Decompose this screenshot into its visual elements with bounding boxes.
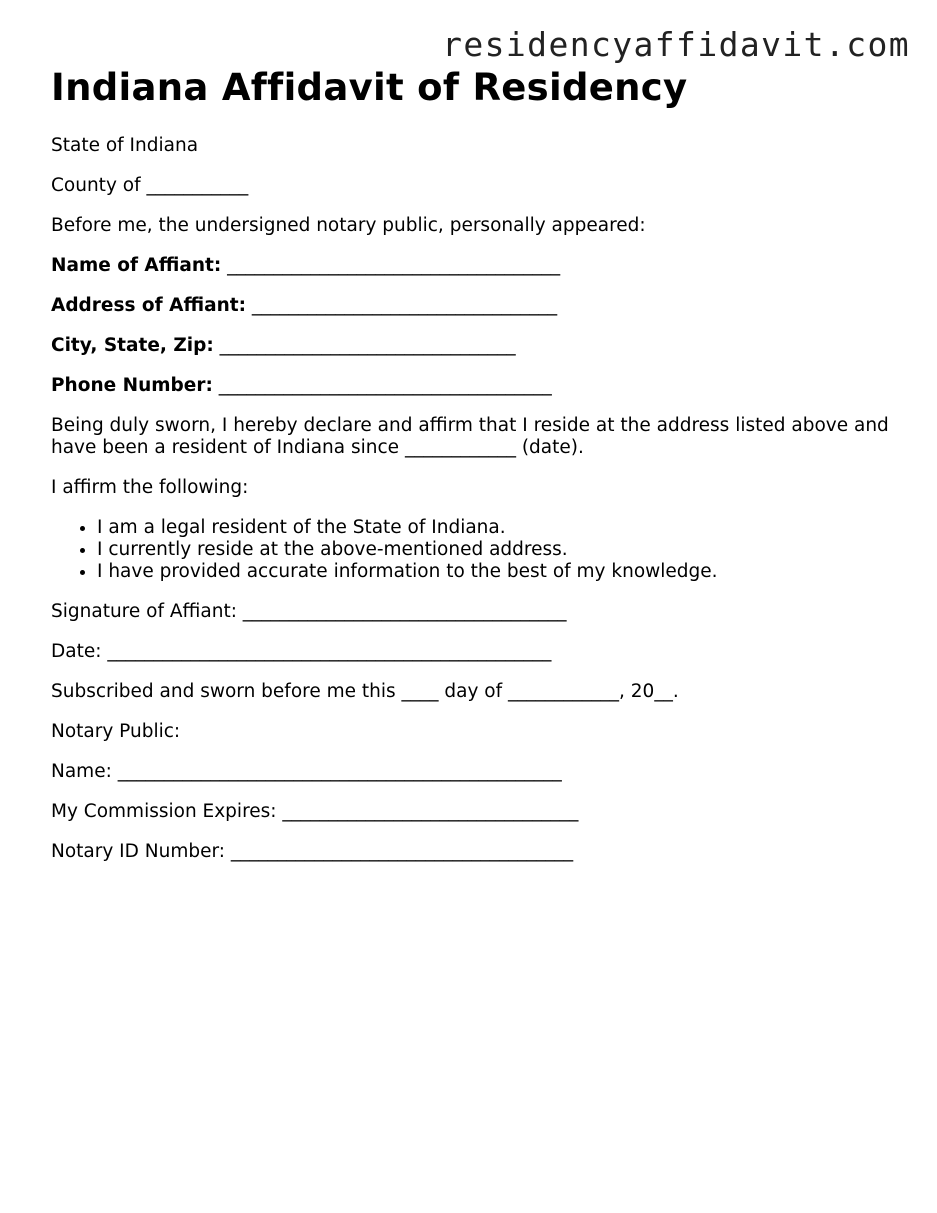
date-line: Date: ________________________________________________ — [51, 641, 552, 662]
affirm-intro: I affirm the following: — [51, 477, 249, 498]
list-item: • I currently reside at the above-mentioned address. — [97, 539, 901, 561]
affiant-name-label: Name of Affiant: — [51, 255, 222, 276]
city-state-zip-label: City, State, Zip: — [51, 335, 214, 356]
sworn-line: Subscribed and sworn before me this ____ day of ____________, 20__. — [51, 681, 679, 702]
signature-line: Signature of Affiant: ___________________________________ — [51, 601, 567, 622]
county-line: County of ___________ — [51, 175, 249, 196]
watermark-text: residencyaffidavit.com — [442, 25, 910, 64]
affiant-name-blank: ____________________________________ — [227, 255, 561, 276]
notary-name-line: Name: ________________________________________________ — [51, 761, 562, 782]
declaration-text: Being duly sworn, I hereby declare and affirm that I reside at the address listed above and have been a resident of Indiana since ____________ (date). — [51, 415, 889, 458]
phone-number-blank: ____________________________________ — [218, 375, 552, 396]
affiant-address-blank: _________________________________ — [251, 295, 558, 316]
affiant-address-field — [51, 295, 901, 317]
notary-heading: Notary Public: — [51, 721, 181, 742]
list-item: • I have provided accurate information to the best of my knowledge. — [97, 561, 901, 583]
city-state-zip-blank: ________________________________ — [219, 335, 516, 356]
intro-text: Before me, the undersigned notary public, personally appeared: — [51, 215, 646, 236]
affiant-name-field — [51, 255, 901, 277]
list-item: • I am a legal resident of the State of Indiana. — [97, 517, 901, 539]
document-title: Indiana Affidavit of Residency — [51, 66, 688, 109]
city-state-zip-field — [51, 335, 901, 357]
affiant-address-label: Address of Affiant: — [51, 295, 246, 316]
affirmation-list — [51, 517, 901, 583]
affidavit-document — [51, 66, 901, 863]
phone-number-field — [51, 375, 901, 397]
phone-number-label: Phone Number: — [51, 375, 213, 396]
commission-expires-line: My Commission Expires: ________________________________ — [51, 801, 579, 822]
notary-id-line: Notary ID Number: _____________________________________ — [51, 841, 574, 862]
state-line: State of Indiana — [51, 135, 199, 156]
